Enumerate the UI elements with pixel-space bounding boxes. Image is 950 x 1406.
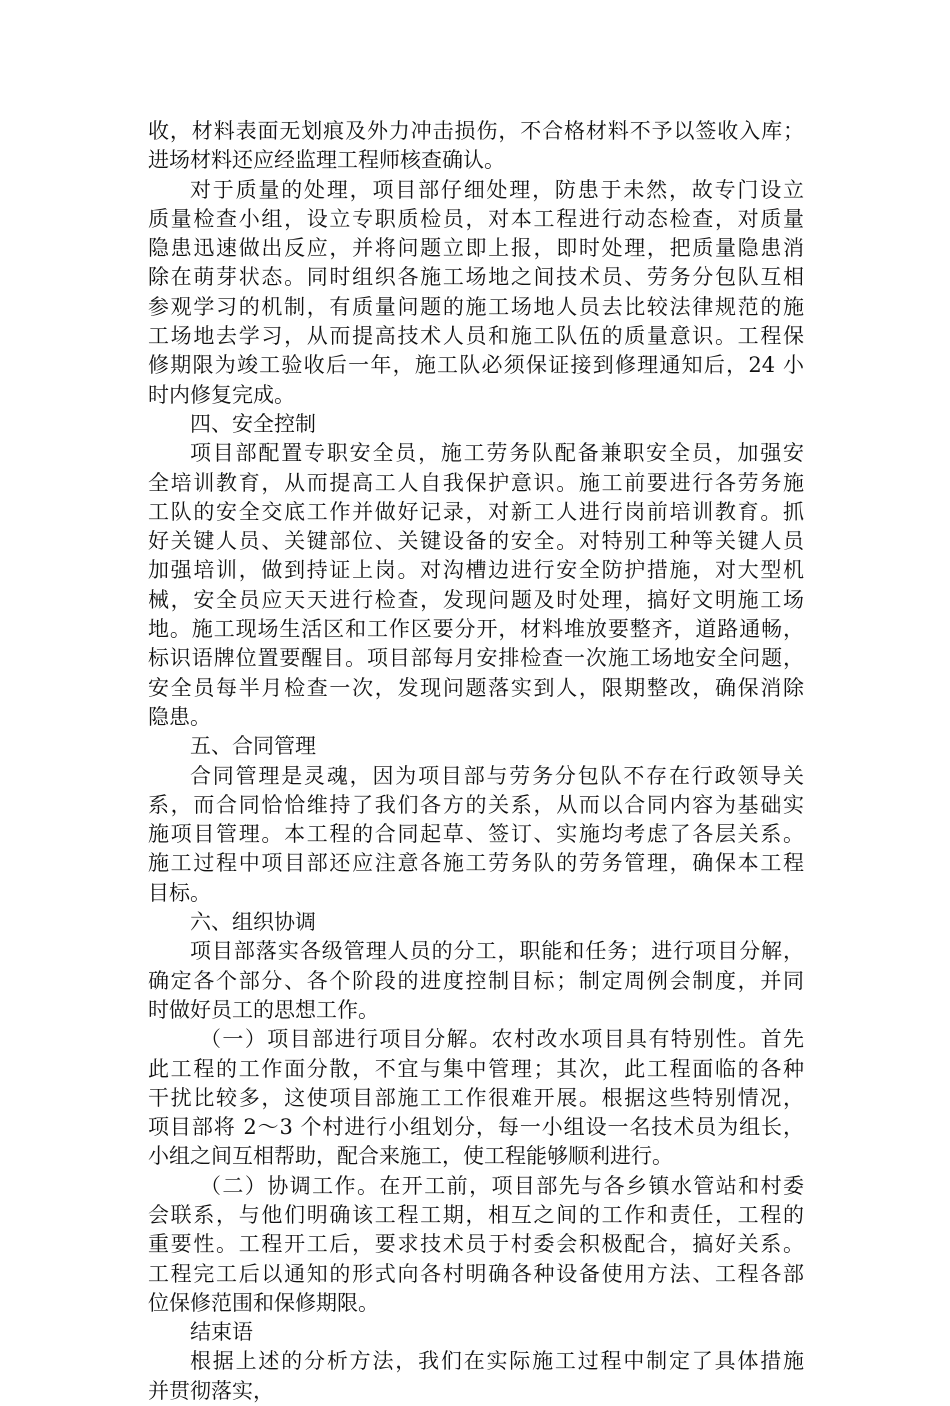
text-line: 重要性。工程开工后，要求技术员于村委会积极配合，搞好关系。: [148, 1232, 804, 1257]
text-line: 小组之间互相帮助，配合来施工，使工程能够顺利进行。: [148, 1144, 673, 1169]
text-line: 加强培训，做到持证上岗。对沟槽边进行安全防护措施，对大型机: [148, 558, 804, 583]
text-line: 结束语: [190, 1320, 253, 1345]
text-line: 四、安全控制: [190, 411, 316, 436]
text-line: 收，材料表面无划痕及外力冲击损伤，不合格材料不予以签收入库；: [148, 119, 804, 143]
text-line: 工队的安全交底工作并做好记录，对新工人进行岗前培训教育。抓: [148, 499, 804, 524]
document-page: [148, 117, 804, 1406]
text-line: 对于质量的处理，项目部仔细处理，防患于未然，故专门设立: [190, 177, 804, 202]
text-line: 会联系，与他们明确该工程工期，相互之间的工作和责任，工程的: [148, 1202, 804, 1227]
text-line: 工场地去学习，从而提高技术人员和施工队伍的质量意识。工程保: [148, 324, 804, 349]
text-line: （一）项目部进行项目分解。农村改水项目具有特别性。首先: [200, 1027, 804, 1052]
text-line: 全培训教育，从而提高工人自我保护意识。施工前要进行各劳务施: [148, 470, 804, 495]
text-line: 修期限为竣工验收后一年，施工队必须保证接到修理通知后，24 小: [148, 353, 804, 378]
text-line: 此工程的工作面分散，不宜与集中管理；其次，此工程面临的各种: [148, 1056, 804, 1081]
text-line: 安全员每半月检查一次，发现问题落实到人，限期整改，确保消除: [148, 675, 804, 700]
text-line: 目标。: [148, 880, 211, 905]
text-line: 合同管理是灵魂，因为项目部与劳务分包队不存在行政领导关: [190, 763, 804, 788]
text-line: 参观学习的机制，有质量问题的施工场地人员去比较法律规范的施: [148, 294, 804, 319]
text-line: 项目部落实各级管理人员的分工，职能和任务；进行项目分解，: [190, 939, 804, 964]
text-line: 施项目管理。本工程的合同起草、签订、实施均考虑了各层关系。: [148, 822, 804, 847]
text-line: 械，安全员应天天进行检查，发现问题及时处理，搞好文明施工场: [148, 587, 804, 612]
text-line: 并贯彻落实，: [148, 1378, 274, 1403]
text-line: 项目部将 2～3 个村进行小组划分，每一小组设一名技术员为组长，: [148, 1115, 804, 1140]
text-line: 确定各个部分、各个阶段的进度控制目标；制定周例会制度，并同: [148, 968, 804, 993]
text-line: 标识语牌位置要醒目。项目部每月安排检查一次施工场地安全问题，: [148, 646, 804, 671]
text-line: 干扰比较多，这使项目部施工工作很难开展。根据这些特别情况，: [148, 1085, 804, 1110]
text-line: 施工过程中项目部还应注意各施工劳务队的劳务管理，确保本工程: [148, 851, 804, 876]
text-line: 六、组织协调: [190, 910, 316, 935]
text-line: 时做好员工的思想工作。: [148, 997, 379, 1022]
text-line: 除在萌芽状态。同时组织各施工场地之间技术员、劳务分包队互相: [148, 265, 804, 290]
text-line: 位保修范围和保修期限。: [148, 1290, 379, 1315]
text-line: 五、合同管理: [190, 734, 316, 759]
text-line: 时内修复完成。: [148, 382, 295, 407]
text-line: 质量检查小组，设立专职质检员，对本工程进行动态检查，对质量: [148, 206, 804, 231]
text-line: 隐患。: [148, 704, 211, 729]
text-line: 工程完工后以通知的形式向各村明确各种设备使用方法、工程各部: [148, 1261, 804, 1286]
text-line: 进场材料还应经监理工程师核查确认。: [148, 148, 505, 173]
text-line: 项目部配置专职安全员，施工劳务队配备兼职安全员，加强安: [190, 441, 804, 466]
text-line: 隐患迅速做出反应，并将问题立即上报，即时处理，把质量隐患消: [148, 236, 804, 261]
text-line: （二）协调工作。在开工前，项目部先与各乡镇水管站和村委: [200, 1173, 804, 1198]
text-line: 系，而合同恰恰维持了我们各方的关系，从而以合同内容为基础实: [148, 792, 804, 817]
text-line: 根据上述的分析方法，我们在实际施工过程中制定了具体措施: [190, 1349, 804, 1374]
text-line: 地。施工现场生活区和工作区要分开，材料堆放要整齐，道路通畅，: [148, 617, 804, 642]
text-line: 好关键人员、关键部位、关键设备的安全。对特别工种等关键人员: [148, 529, 804, 554]
